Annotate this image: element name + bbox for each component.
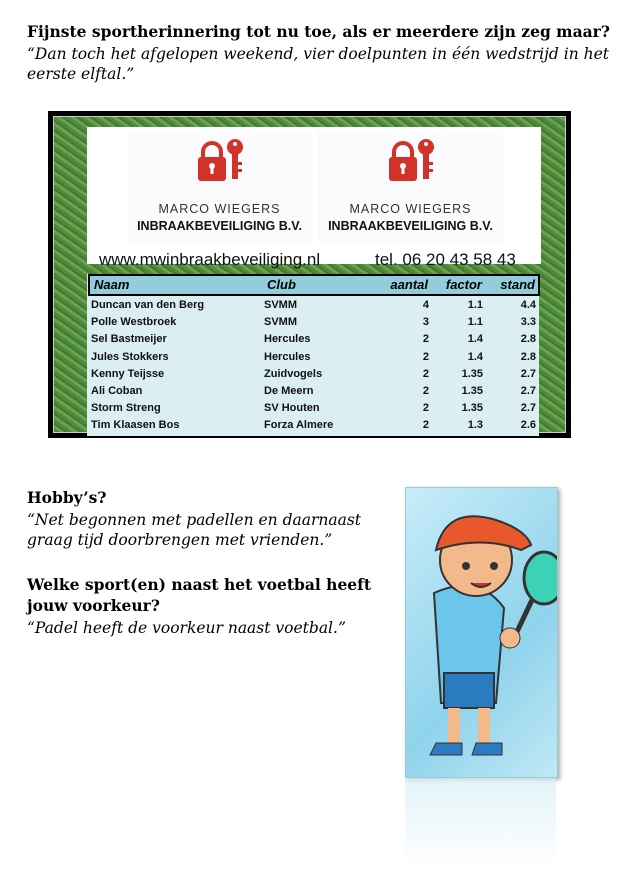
question-sport-1: Welke sport(en) naast het voetbal heeft: [27, 575, 371, 594]
cell-aantal: 2: [422, 402, 429, 415]
table-header: [88, 274, 540, 296]
cell-stand: 2.8: [520, 350, 536, 363]
question-sport-2: jouw voorkeur?: [27, 596, 160, 615]
sponsor-company: INBRAAKBEVEILIGING B.V.: [137, 219, 302, 233]
table-row: [87, 314, 539, 331]
cell-naam: Jules Stokkers: [91, 350, 169, 363]
cell-stand: 2.8: [520, 333, 536, 346]
sponsor-website: www.mwinbraakbeveiliging.nl: [99, 250, 321, 269]
sponsor-phone: tel. 06 20 43 58 43: [375, 250, 516, 269]
col-factor: factor: [445, 277, 482, 292]
sponsor-banner: [87, 127, 541, 269]
sponsor-logo: [318, 130, 503, 245]
cell-naam: Ali Coban: [91, 385, 143, 397]
table-row: [87, 400, 539, 417]
cell-aantal: 2: [422, 385, 429, 397]
cell-factor: 1.1: [467, 316, 483, 329]
answer-hobbies-2: graag tijd doorbrengen met vrienden.”: [27, 531, 333, 549]
cell-stand: 2.7: [520, 367, 536, 380]
cell-aantal: 2: [422, 333, 429, 346]
sponsor-name: MARCO WIEGERS: [349, 202, 472, 216]
cell-stand: 4.4: [520, 299, 536, 311]
table-row: [87, 417, 539, 434]
table-row: [87, 349, 539, 366]
cell-factor: 1.3: [467, 419, 483, 432]
cell-factor: 1.1: [467, 299, 483, 311]
answer-hobbies-1: “Net begonnen met padellen en daarnaast: [27, 511, 362, 529]
standings-table: [87, 274, 539, 436]
cell-stand: 2.7: [520, 385, 536, 397]
cell-naam: Duncan van den Berg: [91, 299, 205, 311]
cell-naam: Storm Streng: [91, 402, 161, 415]
cell-naam: Tim Klaasen Bos: [91, 419, 180, 432]
table-row: [87, 383, 539, 400]
cell-naam: Sel Bastmeijer: [91, 333, 167, 346]
cell-club: SVMM: [264, 316, 297, 329]
cell-aantal: 4: [422, 299, 429, 311]
sponsor-name: MARCO WIEGERS: [158, 202, 281, 216]
cell-stand: 3.3: [520, 316, 536, 329]
cell-factor: 1.4: [467, 333, 483, 346]
cell-factor: 1.4: [467, 350, 483, 363]
lock-key-icon: [195, 138, 245, 182]
grass-background: [53, 116, 566, 433]
col-naam: Naam: [94, 277, 130, 292]
answer-memory-1: “Dan toch het afgelopen weekend, vier doelpunten in één wedstrijd in het: [27, 45, 610, 63]
sponsor-logo: [127, 130, 312, 245]
cell-stand: 2.7: [520, 402, 536, 415]
lock-key-icon: [386, 138, 436, 182]
table-row: [87, 331, 539, 348]
cell-club: Hercules: [264, 333, 311, 346]
cell-club: De Meern: [264, 385, 314, 397]
cell-club: SV Houten: [264, 402, 320, 415]
cell-aantal: 2: [422, 419, 429, 432]
cell-aantal: 2: [422, 367, 429, 380]
cell-club: Hercules: [264, 350, 311, 363]
cell-naam: Kenny Teijsse: [91, 367, 165, 380]
cell-club: SVMM: [264, 299, 297, 311]
answer-sport: “Padel heeft de voorkeur naast voetbal.”: [27, 619, 346, 637]
illustration-reflection: [405, 778, 556, 868]
col-aantal: aantal: [390, 277, 428, 292]
col-stand: stand: [500, 277, 535, 292]
standings-image: [48, 111, 571, 438]
cell-club: Forza Almere: [264, 419, 334, 432]
table-row: [87, 366, 539, 383]
table-row: [87, 297, 539, 314]
cell-club: Zuidvogels: [264, 367, 323, 380]
answer-memory-2: eerste elftal.”: [27, 65, 135, 83]
question-hobbies: Hobby’s?: [27, 488, 107, 507]
cell-aantal: 3: [422, 316, 429, 329]
padel-player-illustration: [405, 487, 558, 778]
cell-aantal: 2: [422, 350, 429, 363]
col-club: Club: [267, 277, 296, 292]
cell-factor: 1.35: [461, 402, 483, 415]
cell-naam: Polle Westbroek: [91, 316, 177, 329]
cell-factor: 1.35: [461, 385, 483, 397]
question-memory: Fijnste sportherinnering tot nu toe, als er meerdere zijn zeg maar?: [27, 22, 610, 41]
sponsor-company: INBRAAKBEVEILIGING B.V.: [328, 219, 493, 233]
cell-factor: 1.35: [461, 367, 483, 380]
cell-stand: 2.6: [520, 419, 536, 432]
